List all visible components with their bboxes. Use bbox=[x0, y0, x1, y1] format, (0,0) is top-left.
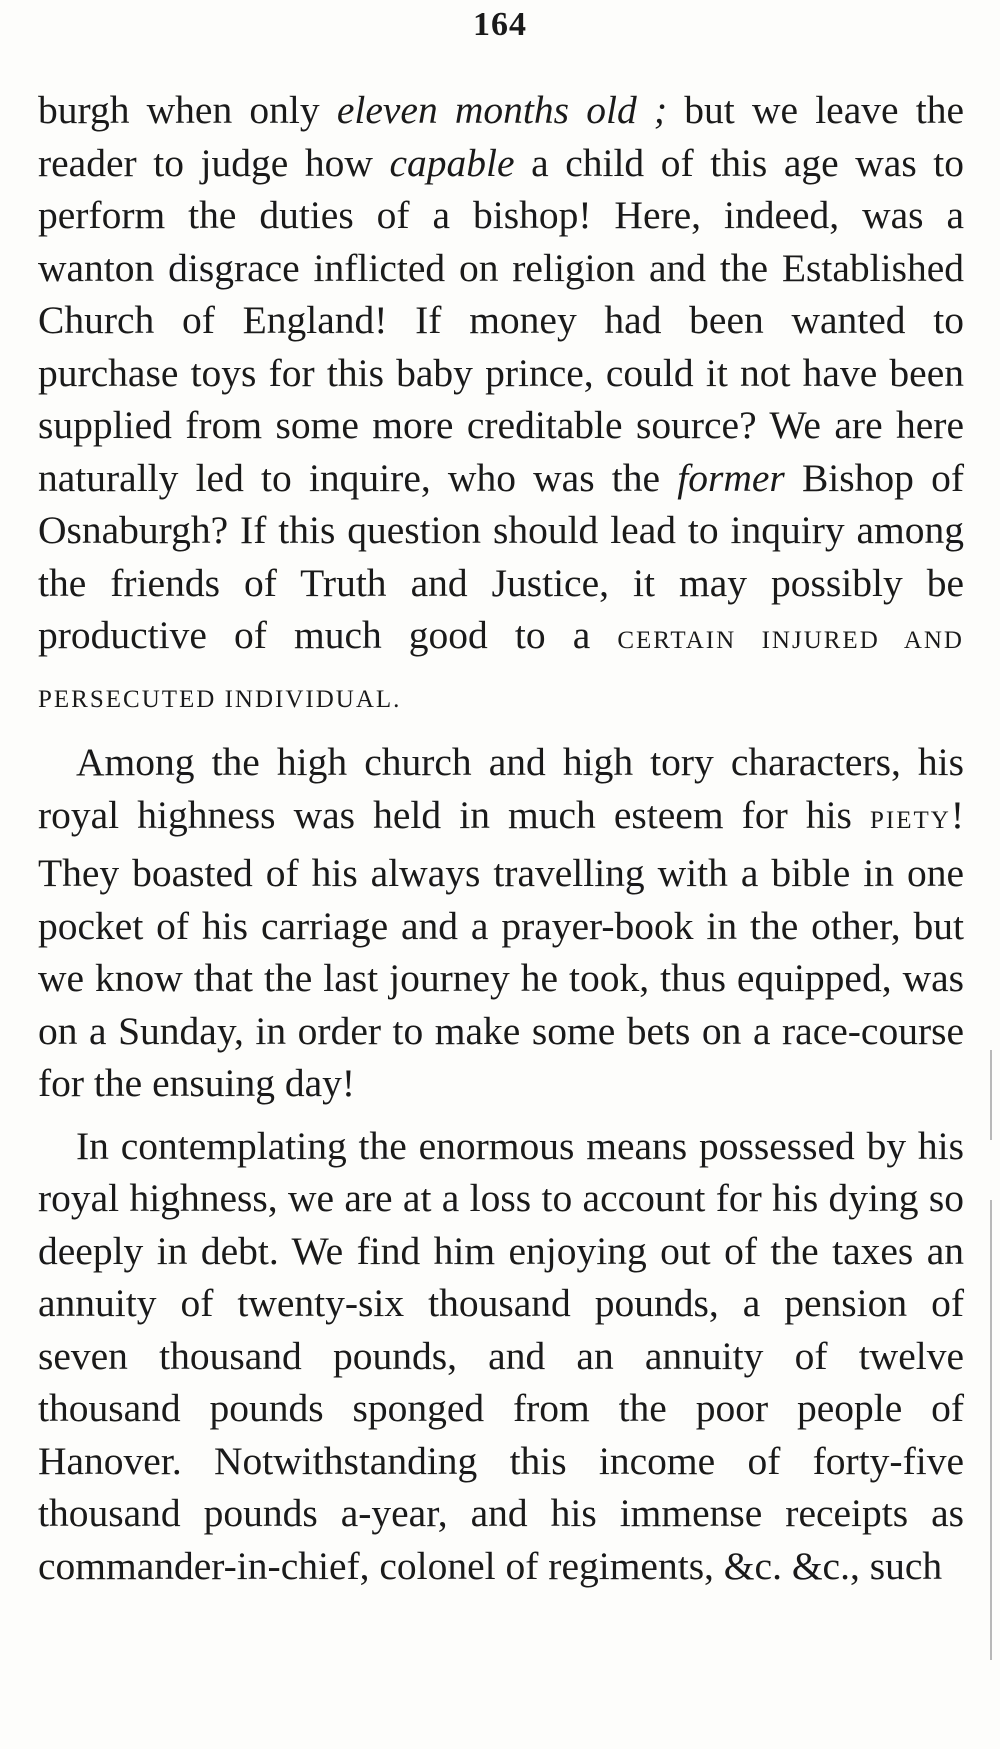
page-edge-mark bbox=[990, 1050, 992, 1140]
text-segment: a child of this age was to perform the duties of a bishop! Here, indeed, was a wanton disgrace inflicted on religion and the Established Church of England! If money had been wanted to purchase toys for this baby prince, could it not have been supplied from some more creditable source? We are here naturally led to inquire, who was the bbox=[38, 140, 964, 500]
italic-text: former bbox=[677, 455, 785, 500]
text-segment: burgh when only bbox=[38, 88, 337, 132]
paragraph bbox=[38, 736, 964, 1110]
paragraph bbox=[38, 84, 964, 726]
small-caps-text: PIETY bbox=[870, 806, 951, 834]
page-number: 164 bbox=[473, 6, 527, 43]
text-segment: In contemplating the enormous means possessed by his royal highness, we are at a loss to account for his dying so deeply in debt. We find him enjoying out of the taxes an annuity of twenty-six thousand pounds, a pension of seven thousand pounds, and an annuity of twelve thousand pounds sponged from the poor people of Hanover. Notwithstanding this income of forty-five thousand pounds a-year, and his immense receipts as commander-in-chief, colonel of regiments, &c. &c., such bbox=[38, 1123, 964, 1588]
italic-text: eleven months old ; bbox=[336, 88, 668, 132]
text-segment: ! They boasted of his always travelling with a bible in one pocket of his carriage and a prayer-book in the other, but we know that the last journey he took, thus equipped, was on a Sunday, in order to make some bets on a race-course for the ensuing day! bbox=[38, 792, 964, 1105]
small-caps-text: CERTAIN INJURED AND PERSECUTED INDIVIDUAL. bbox=[38, 627, 964, 713]
text-segment: Bishop of Osnaburgh? If this question should lead to inquiry among the friends of Truth and Justice, it may possibly be productive of much good to a bbox=[38, 455, 964, 657]
page-edge-mark bbox=[990, 1200, 992, 1660]
text-segment: Among the high church and high tory characters, his royal highness was held in much esteem for his bbox=[38, 740, 964, 837]
paragraph bbox=[38, 1120, 964, 1593]
italic-text: capable bbox=[389, 140, 515, 185]
body-text bbox=[38, 84, 964, 1602]
text-segment: but we leave the reader to judge how bbox=[38, 88, 964, 185]
